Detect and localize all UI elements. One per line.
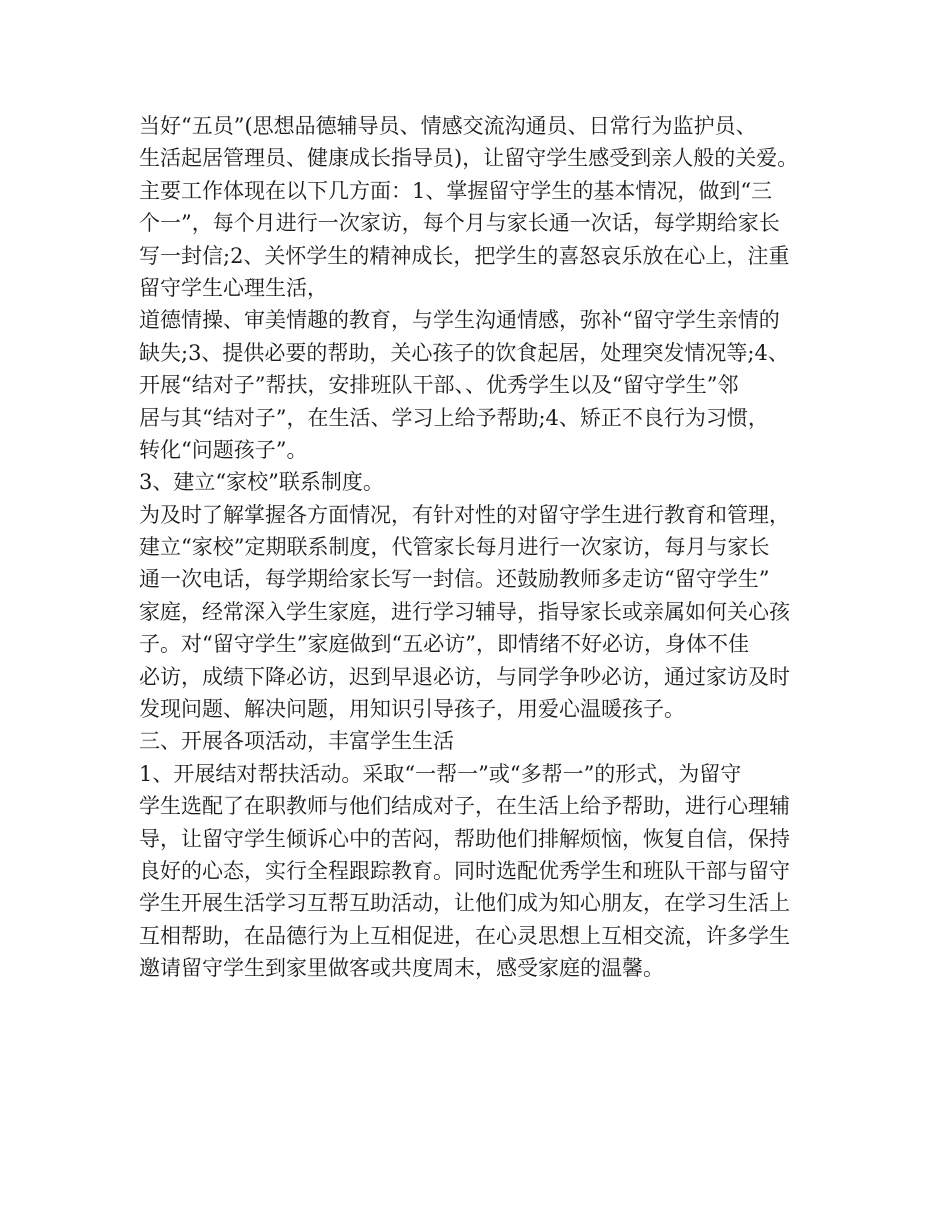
- text-line: 道德情操、审美情趣的教育，与学生沟通情感，弥补“留守学生亲情的: [139, 308, 780, 333]
- text-line: 必访，成绩下降必访，迟到早退必访，与同学争吵必访，通过家访及时: [139, 664, 790, 689]
- section-heading: 三、开展各项活动，丰富学生生活: [139, 729, 454, 754]
- text-line: 建立“家校”定期联系制度，代管家长每月进行一次家访，每月与家长: [139, 535, 770, 560]
- text-line: 良好的心态，实行全程跟踪教育。同时选配优秀学生和班队干部与留守: [139, 858, 790, 883]
- section-heading: 3、建立“家校”联系制度。: [139, 470, 384, 495]
- text-line: 写一封信;2、关怀学生的精神成长，把学生的喜怒哀乐放在心上，注重: [139, 243, 790, 268]
- text-line: 子。对“留守学生”家庭做到“五必访”，即情绪不好必访，身体不佳: [139, 632, 749, 657]
- text-line: 当好“五员”(思想品德辅导员、情感交流沟通员、日常行为监护员、: [139, 114, 757, 138]
- text-line: 家庭，经常深入学生家庭，进行学习辅导，指导家长或亲属如何关心孩: [139, 599, 790, 624]
- text-line: 导，让留守学生倾诉心中的苦闷，帮助他们排解烦恼，恢复自信，保持: [139, 826, 790, 851]
- text-line: 个一”，每个月进行一次家访，每个月与家长通一次话，每学期给家长: [139, 211, 780, 236]
- text-line: 转化“问题孩子”。: [139, 437, 308, 462]
- text-line: 通一次电话，每学期给家长写一封信。还鼓励教师多走访“留守学生”: [139, 567, 770, 592]
- text-line: 学生选配了在职教师与他们结成对子，在生活上给予帮助，进行心理辅: [139, 794, 790, 819]
- text-line: 开展“结对子”帮扶，安排班队干部、、优秀学生以及“留守学生”邻: [139, 373, 739, 398]
- text-line: 1、开展结对帮扶活动。采取“一帮一”或“多帮一”的形式，为留守: [139, 761, 742, 786]
- text-line: 发现问题、解决问题，用知识引导孩子，用爱心温暖孩子。: [139, 697, 685, 722]
- text-line: 留守学生心理生活，: [139, 275, 328, 300]
- text-line: 主要工作体现在以下几方面：1、掌握留守学生的基本情况，做到“三: [139, 178, 773, 203]
- text-line: 为及时了解掌握各方面情况，有针对性的对留守学生进行教育和管理，: [139, 502, 790, 527]
- text-line: 生活起居管理员、健康成长指导员)，让留守学生感受到亲人般的关爱。: [139, 146, 799, 171]
- document-body: [139, 110, 819, 985]
- text-line: 缺失;3、提供必要的帮助，关心孩子的饮食起居，处理突发情况等;4、: [139, 340, 789, 365]
- text-line: 邀请留守学生到家里做客或共度周末，感受家庭的温馨。: [139, 956, 664, 981]
- text-line: 互相帮助，在品德行为上互相促进，在心灵思想上互相交流，许多学生: [139, 923, 790, 948]
- text-line: 学生开展生活学习互帮互助活动，让他们成为知心朋友，在学习生活上: [139, 891, 790, 916]
- text-line: 居与其“结对子”，在生活、学习上给予帮助;4、矫正不良行为习惯，: [139, 405, 769, 430]
